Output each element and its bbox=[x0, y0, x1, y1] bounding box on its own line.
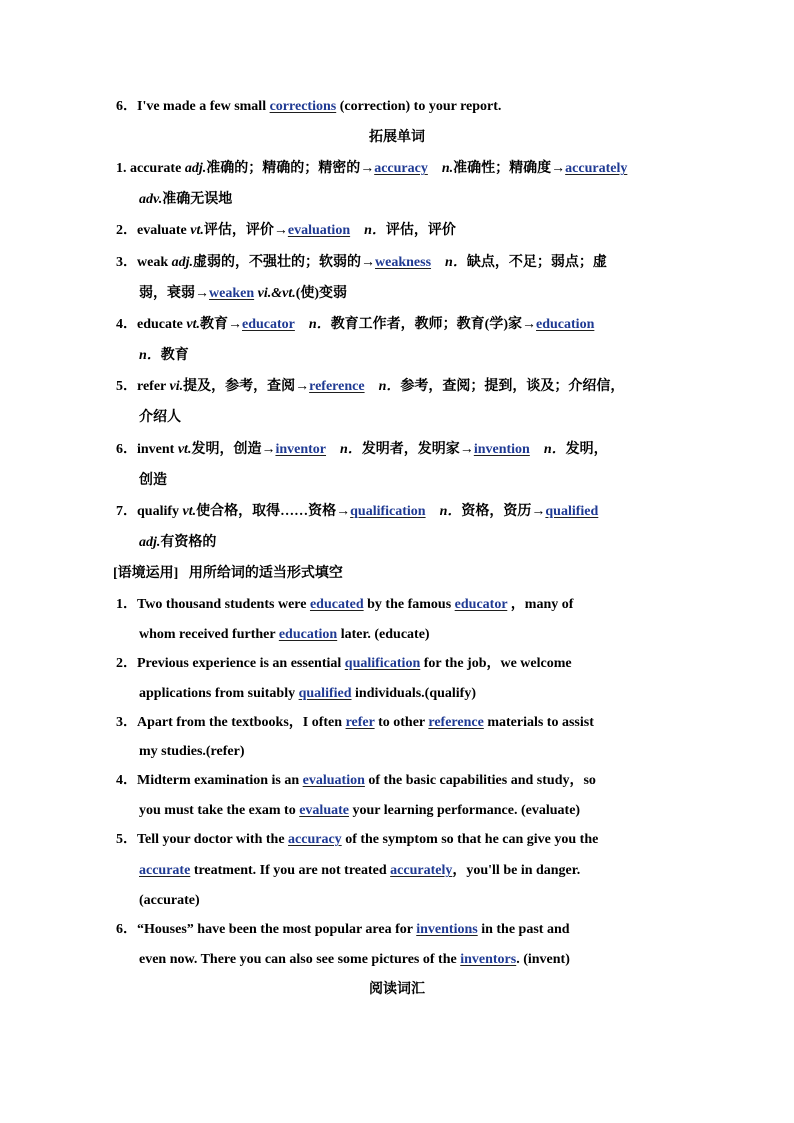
answer-blank: education bbox=[278, 627, 338, 642]
item-text: Two thousand students were bbox=[137, 597, 310, 612]
answer-blank: educator bbox=[242, 317, 295, 332]
part-of-speech: adj. bbox=[139, 535, 161, 550]
vocab-item bbox=[116, 441, 608, 459]
section-title-vocab: 拓展单词 bbox=[369, 130, 425, 145]
practice-item bbox=[116, 714, 594, 732]
answer-blank: refer bbox=[345, 715, 375, 730]
definition: 准确无误地 bbox=[162, 192, 233, 207]
definition: 教育工作者，教师；教育(学)家→ bbox=[330, 317, 537, 332]
item-number: 2． bbox=[116, 223, 137, 238]
vocab-item-cont bbox=[139, 409, 181, 427]
part-of-speech: n． bbox=[543, 442, 566, 457]
answer-blank: weaken bbox=[209, 286, 255, 301]
item-number: 1． bbox=[116, 597, 137, 612]
part-of-speech: adj. bbox=[171, 255, 194, 270]
item-text: Previous experience is an essential bbox=[137, 656, 345, 671]
item-number: 2． bbox=[116, 656, 137, 671]
answer-blank: educated bbox=[309, 597, 364, 612]
item-text: applications from suitably bbox=[139, 686, 299, 701]
definition: 虚弱的，不强壮的；软弱的→ bbox=[193, 255, 376, 270]
definition: 发明，创造→ bbox=[191, 442, 276, 457]
practice-item bbox=[116, 596, 573, 614]
definition: 资格，资历→ bbox=[461, 504, 546, 519]
part-of-speech: vt. bbox=[186, 317, 200, 332]
item-text: whom received further bbox=[139, 627, 279, 642]
definition: 弱，衰弱→ bbox=[139, 286, 209, 301]
vocab-item-cont bbox=[139, 347, 189, 365]
item-text: in the past and bbox=[477, 922, 570, 937]
part-of-speech: n． bbox=[308, 317, 331, 332]
item-text: of the symptom so that he can give you the bbox=[341, 832, 599, 847]
part-of-speech: adj. bbox=[184, 161, 207, 176]
headword: weak bbox=[137, 255, 172, 270]
part-of-speech: n． bbox=[340, 442, 362, 457]
vocab-item-cont bbox=[139, 534, 216, 552]
item-text: Midterm examination is an bbox=[137, 773, 303, 788]
item-text: your learning performance. (evaluate) bbox=[348, 803, 581, 818]
vocab-item-cont bbox=[139, 191, 232, 209]
definition: 教育→ bbox=[200, 317, 242, 332]
definition: (使)变弱 bbox=[295, 286, 348, 301]
practice-item-cont bbox=[139, 862, 580, 880]
part-of-speech: n． bbox=[378, 379, 401, 394]
practice-item bbox=[116, 772, 596, 790]
item-number: 6． bbox=[116, 442, 137, 457]
part-of-speech: vt. bbox=[177, 442, 192, 457]
item-text: of the basic capabilities and study，so bbox=[364, 773, 596, 788]
item-text: . (invent) bbox=[516, 952, 570, 967]
practice-item-cont bbox=[139, 626, 430, 644]
item-number: 1. bbox=[116, 161, 127, 176]
vocab-item bbox=[116, 378, 624, 396]
practice-item-cont bbox=[139, 685, 476, 703]
part-of-speech: adv. bbox=[139, 192, 163, 207]
answer-blank: accurate bbox=[139, 863, 191, 878]
item-text: for the job，we welcome bbox=[420, 656, 572, 671]
answer-blank: reference bbox=[428, 715, 484, 730]
answer-blank: evaluate bbox=[299, 803, 349, 818]
practice-item-cont bbox=[139, 951, 570, 969]
item-text: Tell your doctor with the bbox=[137, 832, 289, 847]
part-of-speech: vi.&vt. bbox=[257, 286, 296, 301]
item-text: “Houses” have been the most popular area for bbox=[137, 922, 417, 937]
answer-blank: reference bbox=[309, 379, 365, 394]
item-text: ，you'll be in danger. bbox=[452, 863, 581, 878]
answer-blank: educator bbox=[454, 597, 508, 612]
headword: evaluate bbox=[137, 223, 191, 238]
answer-blank: qualified bbox=[545, 504, 599, 519]
answer-blank: inventions bbox=[416, 922, 478, 937]
practice-item bbox=[116, 921, 570, 939]
section-title-reading: 阅读词汇 bbox=[369, 982, 425, 997]
item-text: later. (educate) bbox=[337, 627, 430, 642]
vocab-item bbox=[116, 503, 598, 521]
item-number: 4． bbox=[116, 317, 137, 332]
item-text: my studies.(refer) bbox=[139, 744, 245, 759]
item-text: I've made a few small bbox=[137, 99, 270, 114]
part-of-speech: n． bbox=[439, 504, 462, 519]
item-text: even now. There you can also see some pictures of the bbox=[139, 952, 461, 967]
definition: 有资格的 bbox=[160, 535, 217, 550]
item-text: to other bbox=[374, 715, 429, 730]
headword: educate bbox=[137, 317, 187, 332]
definition: 准确性；精确度→ bbox=[453, 161, 566, 176]
definition: 参考，查阅；提到，谈及；介绍信， bbox=[400, 379, 625, 394]
practice-item bbox=[116, 831, 598, 849]
answer-blank: education bbox=[536, 317, 595, 332]
item-text: ，many of bbox=[507, 597, 574, 612]
definition: 发明者，发明家→ bbox=[361, 442, 474, 457]
vocab-item bbox=[116, 254, 607, 272]
answer-blank: corrections bbox=[269, 99, 337, 114]
answer-blank: evaluation bbox=[302, 773, 365, 788]
answer-blank: inventors bbox=[460, 952, 517, 967]
part-of-speech: vt. bbox=[182, 504, 197, 519]
item-number: 4． bbox=[116, 773, 137, 788]
headword: invent bbox=[137, 442, 178, 457]
item-text: treatment. If you are not treated bbox=[190, 863, 391, 878]
headword: qualify bbox=[137, 504, 183, 519]
answer-blank: evaluation bbox=[287, 223, 351, 238]
vocab-item-cont bbox=[139, 285, 347, 303]
answer-blank: qualified bbox=[298, 686, 352, 701]
definition: 教育 bbox=[160, 348, 189, 363]
item-number: 6． bbox=[116, 922, 137, 937]
answer-blank: accurately bbox=[390, 863, 453, 878]
part-of-speech: vt. bbox=[190, 223, 204, 238]
item-text: you must take the exam to bbox=[139, 803, 300, 818]
vocab-item-cont bbox=[139, 472, 167, 490]
definition: 使合格，取得……资格→ bbox=[196, 504, 351, 519]
item-text: (correction) to your report. bbox=[336, 99, 502, 114]
item-text: by the famous bbox=[363, 597, 455, 612]
vocab-item bbox=[116, 316, 594, 334]
part-of-speech: n． bbox=[445, 255, 467, 270]
item-number: 5． bbox=[116, 379, 137, 394]
vocab-item bbox=[116, 160, 627, 178]
item-number: 5． bbox=[116, 832, 137, 847]
definition: 评估，评价→ bbox=[203, 223, 288, 238]
practice-item bbox=[116, 655, 572, 673]
headword: refer bbox=[137, 379, 170, 394]
answer-blank: accuracy bbox=[374, 161, 428, 176]
practice-instruction: 用所给词的适当形式填空 bbox=[188, 566, 343, 581]
practice-item-cont bbox=[139, 802, 580, 820]
definition: 创造 bbox=[139, 473, 167, 488]
definition: 准确的；精确的；精密的→ bbox=[206, 161, 375, 176]
item-text: (accurate) bbox=[139, 893, 200, 908]
practice-header bbox=[113, 565, 343, 583]
item-text: materials to assist bbox=[483, 715, 594, 730]
top-item bbox=[116, 98, 501, 116]
answer-blank: accurately bbox=[565, 161, 628, 176]
definition: 介绍人 bbox=[139, 410, 181, 425]
item-text: individuals.(qualify) bbox=[351, 686, 477, 701]
item-text: Apart from the textbooks，I often bbox=[137, 715, 346, 730]
practice-item-cont bbox=[139, 743, 245, 761]
headword: accurate bbox=[126, 161, 185, 176]
item-number: 3． bbox=[116, 715, 137, 730]
practice-item-cont bbox=[139, 892, 200, 910]
definition: 发明， bbox=[565, 442, 608, 457]
definition: 缺点，不足；弱点；虚 bbox=[466, 255, 607, 270]
answer-blank: weakness bbox=[375, 255, 432, 270]
answer-blank: qualification bbox=[344, 656, 421, 671]
answer-blank: qualification bbox=[350, 504, 426, 519]
answer-blank: invention bbox=[473, 442, 530, 457]
answer-blank: accuracy bbox=[288, 832, 342, 847]
part-of-speech: n． bbox=[364, 223, 386, 238]
practice-tag: [语境运用] bbox=[113, 566, 179, 581]
definition: 评估，评价 bbox=[385, 223, 456, 238]
item-number: 3． bbox=[116, 255, 137, 270]
item-number: 7． bbox=[116, 504, 137, 519]
part-of-speech: n． bbox=[139, 348, 161, 363]
item-number: 6． bbox=[116, 99, 137, 114]
answer-blank: inventor bbox=[275, 442, 327, 457]
vocab-item bbox=[116, 222, 456, 240]
definition: 提及，参考，查阅→ bbox=[183, 379, 310, 394]
part-of-speech: n. bbox=[441, 161, 454, 176]
part-of-speech: vi. bbox=[169, 379, 184, 394]
